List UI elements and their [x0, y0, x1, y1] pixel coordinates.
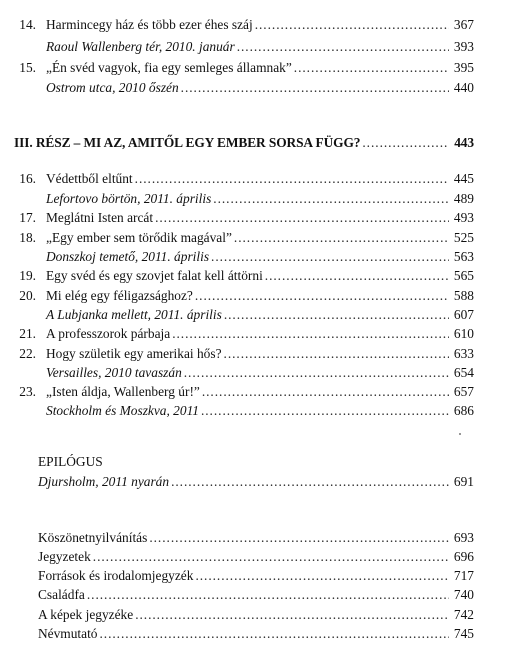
leader-dots	[224, 305, 449, 324]
entry-page: 657	[453, 384, 474, 399]
part-heading-title: III. RÉSZ – MI AZ, AMITŐL EGY EMBER SORSA FÜGG?	[14, 135, 361, 150]
entry-page: 565	[453, 268, 474, 283]
entry-page: 654	[453, 365, 474, 380]
entry-title: Donszkoj temető, 2011. április	[46, 249, 210, 264]
toc-subentry	[0, 247, 510, 266]
entry-number: 14.	[19, 17, 36, 32]
entry-number: 16.	[19, 171, 36, 186]
entry-number: 15.	[19, 60, 36, 75]
entry-page: 717	[453, 568, 474, 583]
toc-entry	[0, 528, 510, 547]
leader-dots	[234, 228, 449, 247]
toc-subentry	[0, 189, 510, 208]
epilogue-title: EPILÓGUS	[38, 454, 103, 469]
entry-title: Egy svéd és egy szovjet falat kell áttörni	[46, 268, 263, 283]
toc-entry	[0, 169, 510, 188]
entry-title: Meglátni Isten arcát	[46, 210, 154, 225]
entry-title: A professzorok párbaja	[46, 326, 171, 341]
leader-dots	[195, 286, 449, 305]
toc-entry	[0, 624, 510, 643]
leader-dots	[195, 566, 449, 585]
leader-dots	[93, 547, 449, 566]
print-speck	[459, 433, 461, 435]
leader-dots	[184, 363, 449, 382]
entry-title: Versailles, 2010 tavaszán	[46, 365, 182, 380]
toc-entry	[0, 228, 510, 247]
entry-page: 607	[453, 307, 474, 322]
leader-dots	[171, 472, 449, 491]
entry-number: 22.	[19, 346, 36, 361]
entry-title: Djursholm, 2011 nyarán	[38, 474, 170, 489]
toc-entry	[0, 324, 510, 343]
entry-title: A Lubjanka mellett, 2011. április	[46, 307, 222, 322]
toc-entry	[0, 286, 510, 305]
leader-dots	[87, 585, 449, 604]
toc-subentry	[0, 363, 510, 382]
toc-entry	[0, 382, 510, 401]
entry-page: 563	[453, 249, 474, 264]
leader-dots	[135, 605, 449, 624]
leader-dots	[211, 247, 449, 266]
toc-subentry	[0, 78, 510, 97]
entry-number: 19.	[19, 268, 36, 283]
epilogue-heading	[0, 452, 510, 471]
toc-subentry	[0, 401, 510, 420]
toc-subentry	[0, 472, 510, 491]
leader-dots	[213, 189, 449, 208]
entry-page: 633	[453, 346, 474, 361]
entry-page: 610	[453, 326, 474, 341]
toc-entry	[0, 208, 510, 227]
entry-page: 691	[453, 474, 474, 489]
entry-title: Stockholm és Moszkva, 2011	[46, 403, 199, 418]
entry-title: Családfa	[38, 587, 85, 602]
entry-page: 395	[453, 60, 474, 75]
entry-title: Hogy születik egy amerikai hős?	[46, 346, 222, 361]
toc-entry	[0, 585, 510, 604]
entry-page: 588	[453, 288, 474, 303]
entry-page: 493	[453, 210, 474, 225]
leader-dots	[294, 58, 449, 77]
leader-dots	[181, 78, 449, 97]
leader-dots	[255, 15, 449, 34]
entry-page: 686	[453, 403, 474, 418]
leader-dots	[155, 208, 449, 227]
entry-title: Raoul Wallenberg tér, 2010. január	[46, 39, 235, 54]
entry-title: Ostrom utca, 2010 őszén	[46, 80, 179, 95]
toc-entry	[0, 58, 510, 77]
entry-number: 23.	[19, 384, 36, 399]
toc-subentry	[0, 37, 510, 56]
entry-title: „Én svéd vagyok, fia egy semleges államnak”	[46, 60, 292, 75]
entry-title: Források és irodalomjegyzék	[38, 568, 194, 583]
leader-dots	[237, 37, 449, 56]
toc-entry	[0, 547, 510, 566]
entry-title: Köszönetnyilvánítás	[38, 530, 148, 545]
toc-entry	[0, 15, 510, 34]
entry-page: 367	[453, 17, 474, 32]
entry-title: Harmincegy ház és több ezer éhes száj	[46, 17, 253, 32]
leader-dots	[265, 266, 449, 285]
entry-title: Jegyzetek	[38, 549, 91, 564]
leader-dots	[201, 401, 449, 420]
toc-subentry	[0, 305, 510, 324]
entry-title: Lefortovo börtön, 2011. április	[46, 191, 212, 206]
entry-page: 693	[453, 530, 474, 545]
entry-page: 740	[453, 587, 474, 602]
entry-title: „Egy ember sem törődik magával”	[46, 230, 232, 245]
leader-dots	[100, 624, 450, 643]
entry-title: Védettből eltűnt	[46, 171, 133, 186]
toc-entry	[0, 566, 510, 585]
part-heading-page: 443	[454, 135, 474, 150]
entry-page: 525	[453, 230, 474, 245]
entry-page: 489	[453, 191, 474, 206]
leader-dots	[149, 528, 449, 547]
entry-number: 20.	[19, 288, 36, 303]
entry-number: 18.	[19, 230, 36, 245]
entry-page: 445	[453, 171, 474, 186]
entry-title: „Isten áldja, Wallenberg úr!”	[46, 384, 200, 399]
entry-title: Mi elég egy féligazsághoz?	[46, 288, 193, 303]
leader-dots	[202, 382, 449, 401]
entry-page: 440	[453, 80, 474, 95]
entry-page: 745	[453, 626, 474, 641]
entry-page: 393	[453, 39, 474, 54]
toc-entry	[0, 266, 510, 285]
entry-title: A képek jegyzéke	[38, 607, 134, 622]
entry-number: 21.	[19, 326, 36, 341]
leader-dots	[135, 169, 449, 188]
toc-entry	[0, 344, 510, 363]
toc-entry	[0, 605, 510, 624]
leader-dots	[362, 133, 449, 152]
part-heading	[0, 133, 510, 152]
leader-dots	[224, 344, 449, 363]
entry-number: 17.	[19, 210, 36, 225]
entry-page: 742	[453, 607, 474, 622]
leader-dots	[172, 324, 449, 343]
entry-page: 696	[453, 549, 474, 564]
entry-title: Névmutató	[38, 626, 98, 641]
